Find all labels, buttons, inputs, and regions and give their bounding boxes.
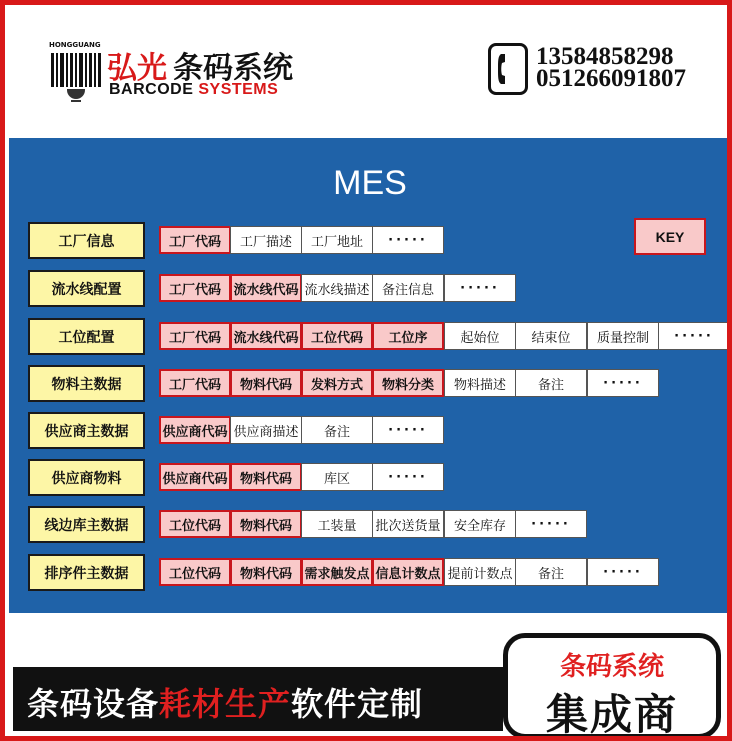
- row-label: 供应商物料: [28, 459, 145, 496]
- field-cell: ·····: [372, 416, 444, 444]
- row-label: 流水线配置: [28, 270, 145, 307]
- field-cell: ·····: [372, 226, 444, 254]
- integrator-badge: [503, 633, 721, 739]
- key-field-cell: 工位代码: [159, 558, 231, 586]
- field-cell: ·····: [372, 463, 444, 491]
- field-cell: ·····: [515, 510, 587, 538]
- footer: [5, 617, 727, 741]
- slogan-part-1: 条码设备: [27, 685, 160, 723]
- key-field-cell: 供应商代码: [159, 416, 231, 444]
- row-label: 工位配置: [28, 318, 145, 355]
- slogan-part-3: 软件定制: [291, 685, 424, 723]
- brand-english-red: SYSTEMS: [198, 81, 279, 98]
- brand-english-black: BARCODE: [109, 81, 194, 98]
- key-field-cell: 需求触发点: [301, 558, 373, 586]
- key-field-cell: 信息计数点: [372, 558, 444, 586]
- key-field-cell: 工厂代码: [159, 274, 231, 302]
- key-field-cell: 供应商代码: [159, 463, 231, 491]
- key-field-cell: 工厂代码: [159, 226, 231, 254]
- field-cell: 备注: [515, 369, 587, 397]
- field-cell: 库区: [301, 463, 373, 491]
- mes-panel: [9, 138, 731, 613]
- badge-bottom-text: 集成商: [545, 690, 678, 739]
- row-label: 线边库主数据: [28, 506, 145, 543]
- field-cell: 批次送货量: [372, 510, 444, 538]
- brand-english: [109, 81, 278, 99]
- key-field-cell: 物料分类: [372, 369, 444, 397]
- row-label: 供应商主数据: [28, 412, 145, 449]
- key-field-cell: 工位代码: [159, 510, 231, 538]
- footer-slogan: [27, 679, 423, 725]
- key-legend: KEY: [634, 218, 706, 255]
- key-field-cell: 物料代码: [230, 369, 302, 397]
- slogan-part-2: 耗材生产: [159, 685, 292, 723]
- field-cell: 流水线描述: [301, 274, 373, 302]
- barcode-logo-icon: [49, 41, 103, 105]
- key-field-cell: 流水线代码: [230, 322, 302, 350]
- field-cell: 结束位: [515, 322, 587, 350]
- field-cell: ·····: [658, 322, 730, 350]
- field-cell: 备注信息: [372, 274, 444, 302]
- phone-number-2: 051266091807: [536, 65, 686, 92]
- logo-small-text: HONGGUANG: [49, 41, 101, 49]
- field-cell: 备注: [515, 558, 587, 586]
- field-cell: 质量控制: [587, 322, 659, 350]
- brand-name-red: 弘光: [107, 51, 167, 86]
- key-field-cell: 发料方式: [301, 369, 373, 397]
- field-cell: 工厂描述: [230, 226, 302, 254]
- field-cell: 供应商描述: [230, 416, 302, 444]
- key-field-cell: 工位序: [372, 322, 444, 350]
- field-cell: ·····: [587, 369, 659, 397]
- badge-top-text: 条码系统: [559, 652, 664, 682]
- key-field-cell: 物料代码: [230, 463, 302, 491]
- row-label: 物料主数据: [28, 365, 145, 402]
- field-cell: 备注: [301, 416, 373, 444]
- key-field-cell: 物料代码: [230, 510, 302, 538]
- field-cell: 工装量: [301, 510, 373, 538]
- key-field-cell: 工位代码: [301, 322, 373, 350]
- row-label: 工厂信息: [28, 222, 145, 259]
- key-field-cell: 工厂代码: [159, 369, 231, 397]
- field-cell: 工厂地址: [301, 226, 373, 254]
- key-field-cell: 工厂代码: [159, 322, 231, 350]
- phone-icon: [488, 43, 528, 95]
- brand-name-black: 条码系统: [173, 51, 293, 86]
- header: [5, 5, 727, 137]
- key-field-cell: 物料代码: [230, 558, 302, 586]
- diagram-title: MES: [333, 164, 407, 202]
- row-label: 排序件主数据: [28, 554, 145, 591]
- key-field-cell: 流水线代码: [230, 274, 302, 302]
- field-cell: 提前计数点: [444, 558, 516, 586]
- field-cell: 物料描述: [444, 369, 516, 397]
- field-cell: 起始位: [444, 322, 516, 350]
- field-cell: ·····: [587, 558, 659, 586]
- field-cell: 安全库存: [444, 510, 516, 538]
- field-cell: ·····: [444, 274, 516, 302]
- phone-number-1: 13584858298: [536, 43, 674, 70]
